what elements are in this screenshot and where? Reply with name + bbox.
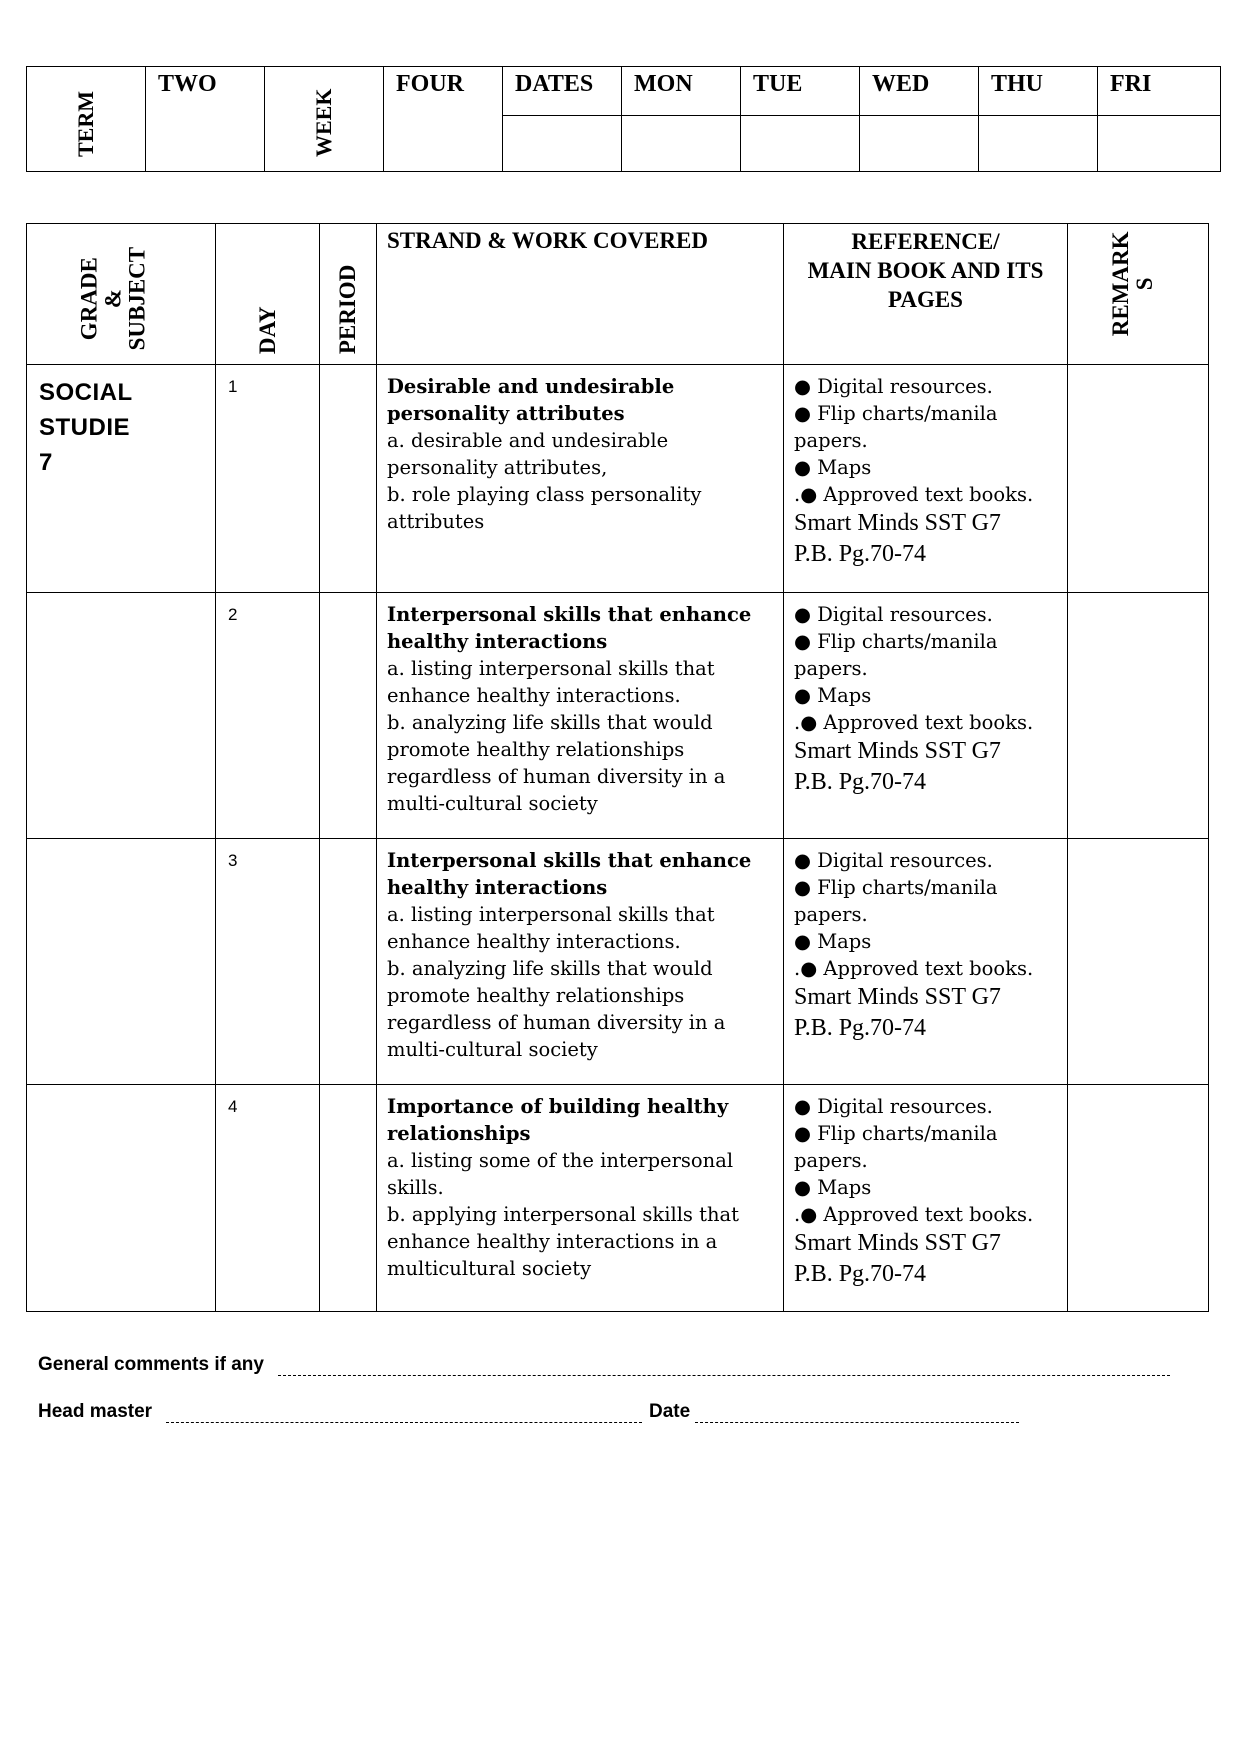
remarks-cell [1068, 365, 1209, 593]
period-header [320, 224, 377, 365]
subject-line3: 7 [39, 449, 53, 476]
reference-line: papers. [794, 903, 868, 926]
reference-line: .● Approved text books. [794, 957, 1034, 980]
day-header-text: DAY [254, 306, 280, 354]
amp-header-text: & [100, 288, 126, 308]
head-master-label: Head master [38, 1401, 153, 1422]
reference-line: .● Approved text books. [794, 711, 1034, 734]
reference-cell [784, 365, 1068, 593]
term-label: TERM [73, 91, 98, 157]
work-covered-cell [377, 365, 784, 593]
work-line: personality attributes, [387, 456, 608, 479]
day-mon-label: MON [622, 67, 741, 116]
remarks-cell [1068, 593, 1209, 839]
period-header-text: PERIOD [334, 264, 360, 354]
reference-cell [784, 1085, 1068, 1312]
work-line: attributes [387, 510, 485, 533]
wed-date-cell [860, 116, 979, 172]
reference-line: ● Maps [794, 1176, 872, 1199]
week-label: WEEK [311, 88, 336, 157]
subject-cell [27, 593, 216, 839]
work-covered-cell [377, 593, 784, 839]
day-header [216, 224, 320, 365]
reference-line: ● Maps [794, 456, 872, 479]
work-title-line1: Desirable and undesirable [387, 375, 675, 398]
work-line: multi-cultural society [387, 792, 598, 815]
general-comments-line[interactable] [278, 1375, 1170, 1376]
remarks-cell [1068, 839, 1209, 1085]
work-covered-cell [377, 1085, 784, 1312]
term-label-cell [27, 67, 146, 172]
period-cell [320, 1085, 377, 1312]
subject-cell [27, 839, 216, 1085]
grade-subject-header [27, 224, 216, 365]
grade-header-text: GRADE [76, 256, 102, 340]
thu-date-cell [979, 116, 1098, 172]
week-value: FOUR [384, 67, 503, 172]
reference-line: .● Approved text books. [794, 483, 1034, 506]
reference-line: ● Maps [794, 930, 872, 953]
work-line: skills. [387, 1176, 444, 1199]
reference-line: ● Maps [794, 684, 872, 707]
work-line: a. listing some of the interpersonal [387, 1149, 734, 1172]
remarks-header-line2: S [1132, 277, 1158, 291]
tue-date-cell [741, 116, 860, 172]
subject-cell [27, 365, 216, 593]
work-line: a. desirable and undesirable [387, 429, 669, 452]
date-label: Date [649, 1401, 691, 1422]
work-line: b. role playing class personality [387, 483, 702, 506]
fri-date-cell [1098, 116, 1221, 172]
work-line: enhance healthy interactions. [387, 930, 681, 953]
work-title-line2: personality attributes [387, 402, 625, 425]
table-row [27, 839, 1209, 1085]
work-line: a. listing interpersonal skills that [387, 657, 715, 680]
work-covered-cell [377, 839, 784, 1085]
table-row [27, 593, 1209, 839]
work-line: multi-cultural society [387, 1038, 598, 1061]
book-title: Smart Minds SST G7 [794, 984, 1001, 1010]
work-title-line1: Interpersonal skills that enhance [387, 849, 752, 872]
reference-line: ● Flip charts/manila [794, 1122, 998, 1145]
work-line: multicultural society [387, 1257, 592, 1280]
mon-date-cell [622, 116, 741, 172]
general-comments-label: General comments if any [38, 1354, 264, 1375]
work-line: enhance healthy interactions. [387, 684, 681, 707]
work-line: regardless of human diversity in a [387, 1011, 726, 1034]
dates-value-cell [503, 116, 622, 172]
reference-line: .● Approved text books. [794, 1203, 1034, 1226]
day-tue-label: TUE [741, 67, 860, 116]
table-row [27, 1085, 1209, 1312]
book-pages: P.B. Pg.70-74 [794, 769, 927, 795]
subject-cell [27, 1085, 216, 1312]
subject-header-text: SUBJECT [124, 246, 150, 350]
reference-line: ● Flip charts/manila [794, 402, 998, 425]
work-title-line1: Interpersonal skills that enhance [387, 603, 752, 626]
book-title: Smart Minds SST G7 [794, 1230, 1001, 1256]
reference-line: ● Digital resources. [794, 1095, 993, 1118]
work-line: b. analyzing life skills that would [387, 711, 713, 734]
reference-line: papers. [794, 1149, 868, 1172]
reference-line: ● Digital resources. [794, 603, 993, 626]
work-line: promote healthy relationships [387, 738, 685, 761]
remarks-cell [1068, 1085, 1209, 1312]
date-line[interactable] [695, 1422, 1019, 1423]
period-cell [320, 839, 377, 1085]
reference-line: papers. [794, 657, 868, 680]
strand-header: STRAND & WORK COVERED [377, 224, 784, 365]
reference-header-line1: REFERENCE/ [851, 229, 1000, 254]
period-cell [320, 593, 377, 839]
work-title-line2: relationships [387, 1122, 531, 1145]
reference-header-line3: PAGES [888, 286, 963, 312]
week-label-cell [265, 67, 384, 172]
remarks-header [1068, 224, 1209, 365]
reference-header-line2: MAIN BOOK AND ITS [807, 257, 1044, 283]
work-title-line2: healthy interactions [387, 876, 608, 899]
day-fri-label: FRI [1098, 67, 1221, 116]
work-line: enhance healthy interactions in a [387, 1230, 718, 1253]
day-number: 2 [216, 593, 320, 839]
remarks-header-line1: REMARK [1108, 231, 1134, 336]
reference-header [784, 224, 1068, 365]
reference-cell [784, 593, 1068, 839]
lesson-table [26, 223, 1209, 1312]
work-line: promote healthy relationships [387, 984, 685, 1007]
work-line: b. applying interpersonal skills that [387, 1203, 739, 1226]
work-title-line2: healthy interactions [387, 630, 608, 653]
day-number: 3 [216, 839, 320, 1085]
reference-cell [784, 839, 1068, 1085]
work-line: a. listing interpersonal skills that [387, 903, 715, 926]
subject-line1: SOCIAL [39, 379, 133, 406]
term-value: TWO [146, 67, 265, 172]
work-line: regardless of human diversity in a [387, 765, 726, 788]
day-number: 4 [216, 1085, 320, 1312]
reference-line: papers. [794, 429, 868, 452]
reference-line: ● Flip charts/manila [794, 876, 998, 899]
dates-label: DATES [503, 67, 622, 116]
period-cell [320, 365, 377, 593]
day-thu-label: THU [979, 67, 1098, 116]
book-pages: P.B. Pg.70-74 [794, 1015, 927, 1041]
book-title: Smart Minds SST G7 [794, 510, 1001, 536]
book-title: Smart Minds SST G7 [794, 738, 1001, 764]
reference-line: ● Flip charts/manila [794, 630, 998, 653]
term-week-table [26, 66, 1221, 172]
reference-line: ● Digital resources. [794, 849, 993, 872]
table-row [27, 365, 1209, 593]
head-master-signature-line[interactable] [166, 1422, 642, 1423]
work-title-line1: Importance of building healthy [387, 1095, 729, 1118]
day-number: 1 [216, 365, 320, 593]
work-line: b. analyzing life skills that would [387, 957, 713, 980]
reference-line: ● Digital resources. [794, 375, 993, 398]
book-pages: P.B. Pg.70-74 [794, 1261, 927, 1287]
subject-line2: STUDIE [39, 414, 131, 441]
book-pages: P.B. Pg.70-74 [794, 541, 927, 567]
day-wed-label: WED [860, 67, 979, 116]
